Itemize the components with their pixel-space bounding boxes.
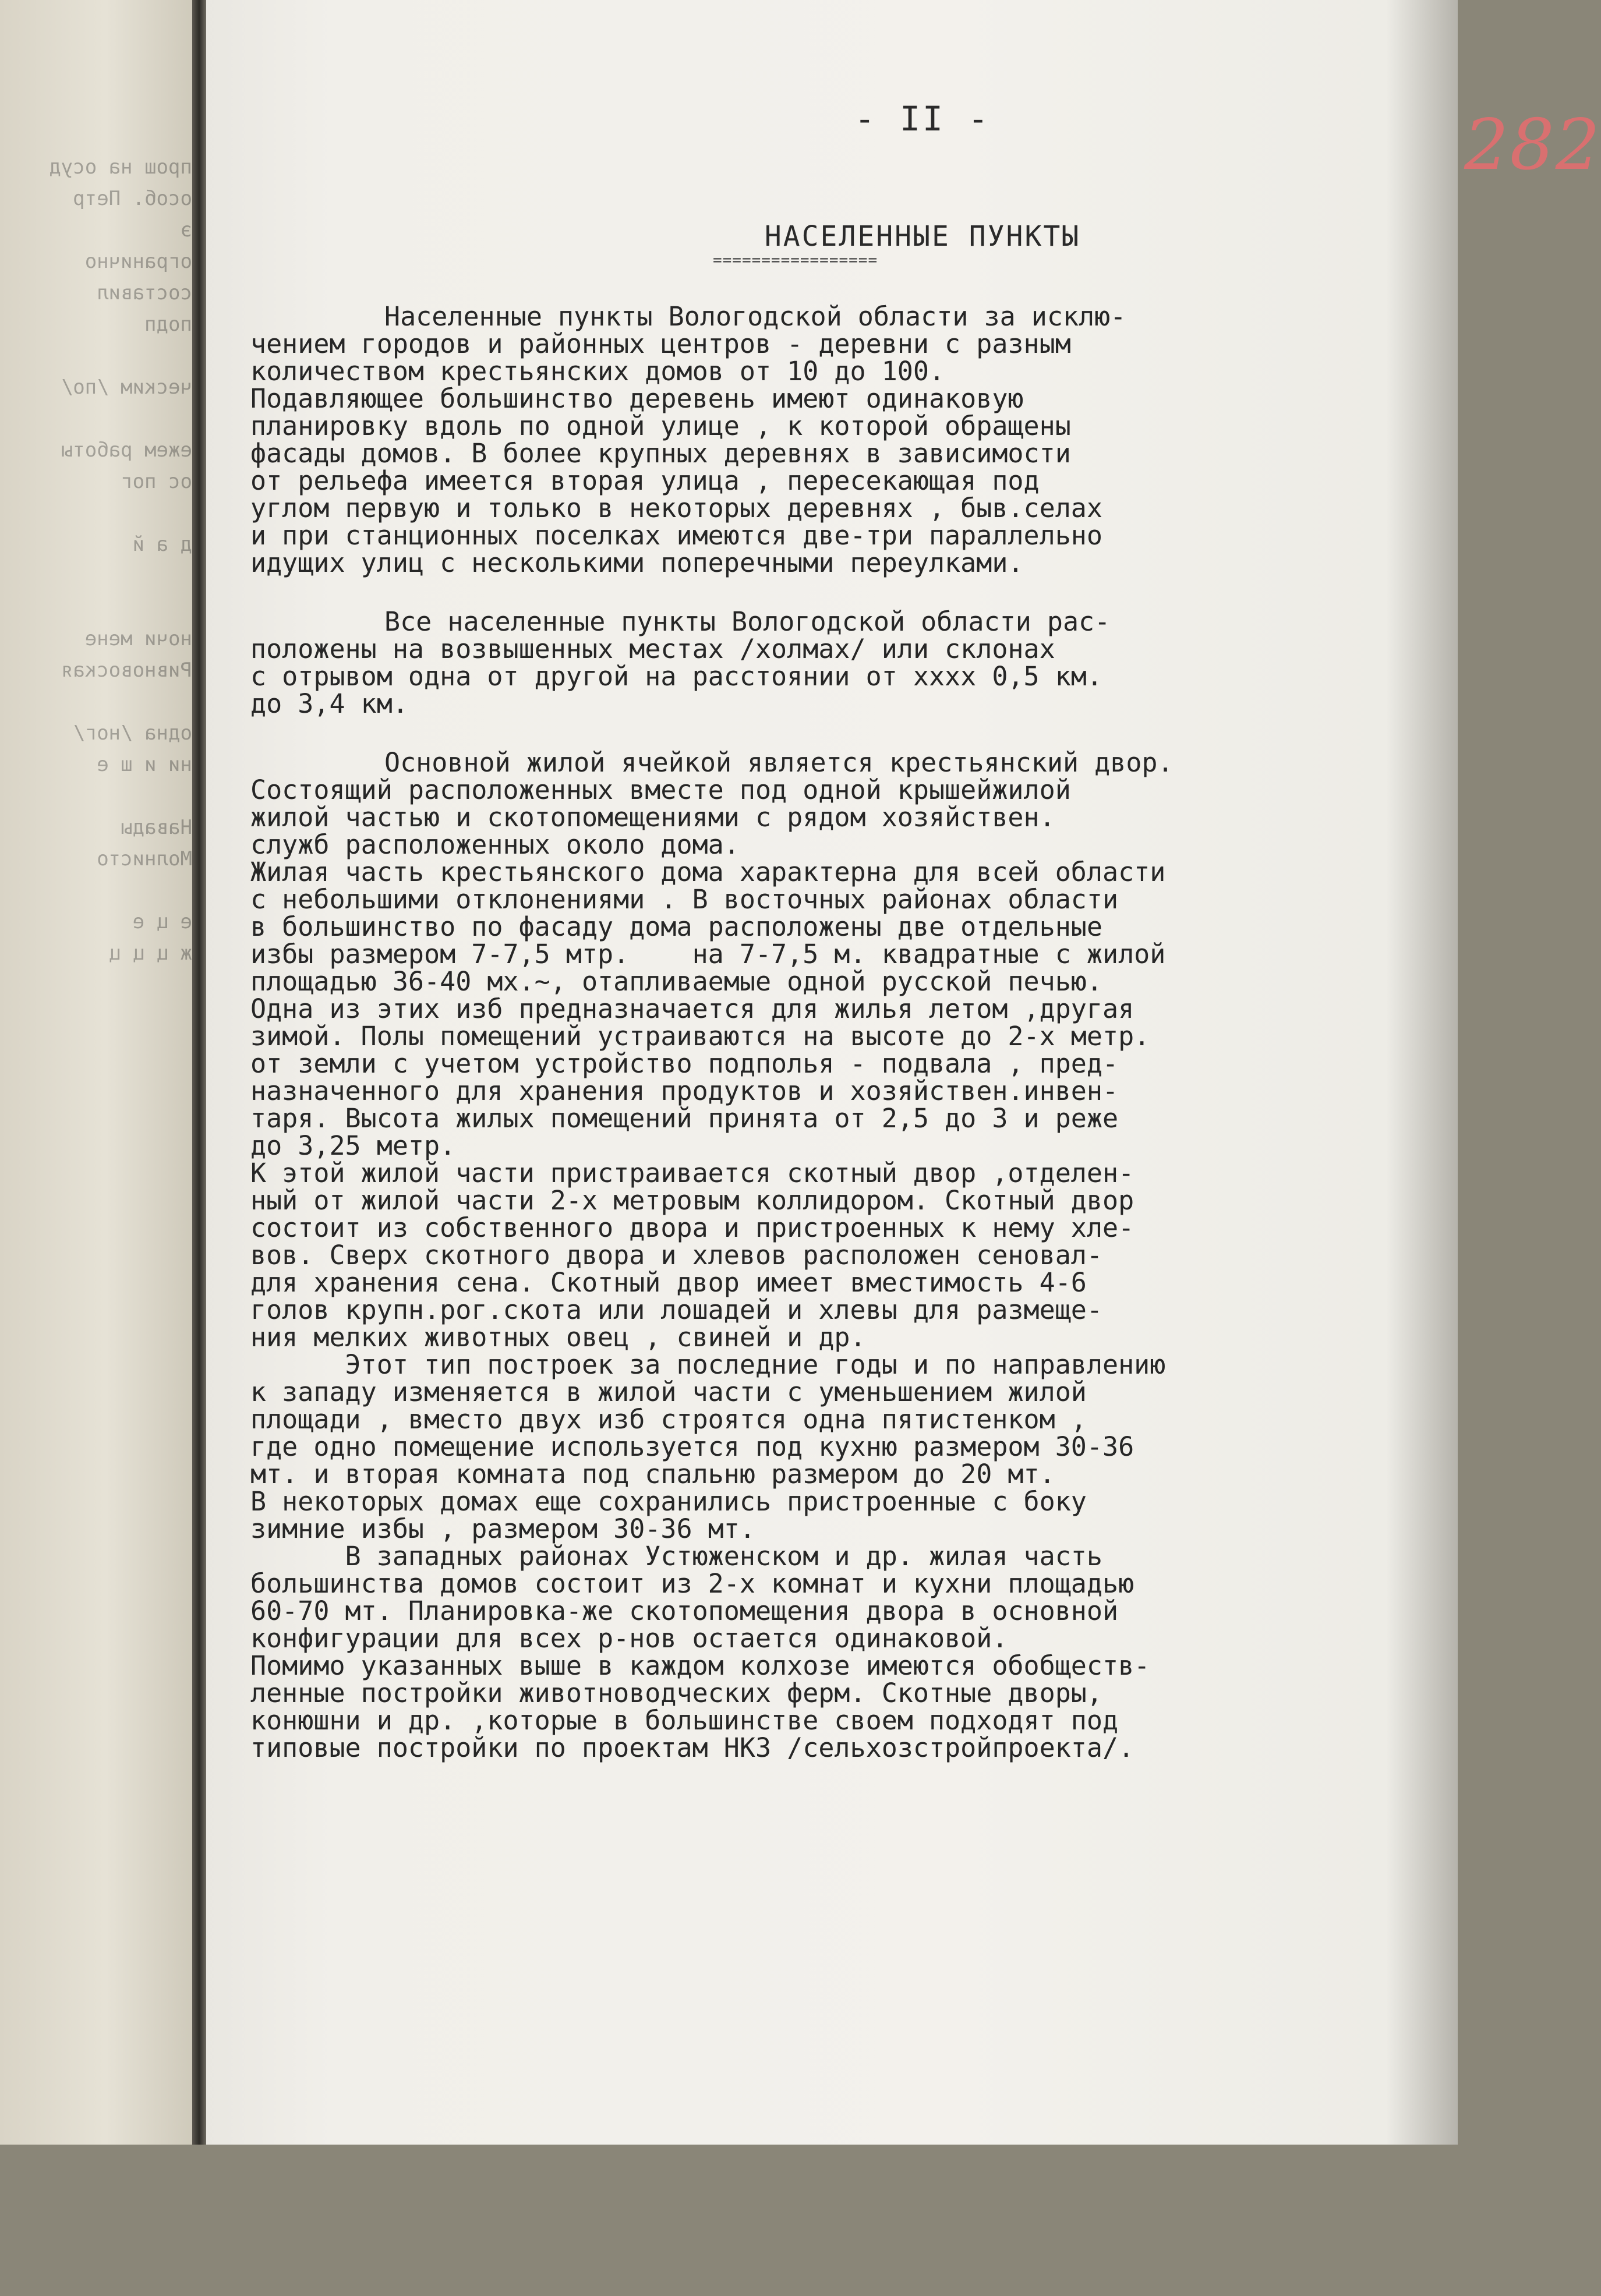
bleed-line: ни и ш е: [97, 753, 192, 776]
text-line: В западных районах Устюженском и др. жилая часть: [250, 1541, 1102, 1572]
typewritten-body: [250, 303, 1345, 1761]
text-line: мт. и вторая комната под спальню размером до 20 мт.: [250, 1459, 1055, 1490]
bleed-line: [0, 780, 192, 812]
bleed-line: Ривновоская: [61, 659, 192, 682]
bleed-line: ежем работы: [61, 438, 192, 462]
bleed-line: ж ц ц ц: [108, 942, 192, 965]
text-line: площади , вместо двух изб строятся одна пятистенком ,: [250, 1404, 1087, 1435]
bleed-line: подп: [144, 313, 192, 336]
text-line: 60-70 мт. Планировка-же скотопомещения двора в основной: [250, 1595, 1119, 1626]
text-line: ния мелких животных овец , свиней и др.: [250, 1322, 866, 1353]
text-line: К этой жилой части пристраивается скотный двор ,отделен-: [250, 1158, 1135, 1188]
text-line: до 3,25 метр.: [250, 1130, 456, 1161]
bleed-line: Молнисто: [97, 847, 192, 871]
bleed-line: одна /ног/: [73, 721, 192, 745]
paragraph-household: [250, 749, 1345, 1543]
text-line: фасады домов. В более крупных деревнях в зависимости: [250, 438, 1071, 469]
text-line: к западу изменяется в жилой части с уменьшением жилой: [250, 1377, 1087, 1407]
text-line: углом первую и только в некоторых деревнях , быв.селах: [250, 493, 1102, 523]
text-line: ленные постройки животноводческих ферм. Скотные дворы,: [250, 1678, 1102, 1708]
text-line: назначенного для хранения продуктов и хозяйствен.инвен-: [250, 1076, 1119, 1106]
bleed-line: особ. Петр: [73, 187, 192, 210]
text-line: Этот тип построек за последние годы и по направлению: [250, 1349, 1166, 1380]
text-line: Все населенные пункты Вологодской области рас-: [384, 606, 1111, 637]
text-line: большинства домов состоит из 2-х комнат и кухни площадью: [250, 1568, 1135, 1599]
text-line: зимой. Полы помещений устраиваются на высоте до 2-х метр.: [250, 1021, 1150, 1052]
paragraph-western-districts: [250, 1543, 1345, 1761]
bleed-line: [0, 403, 192, 434]
text-line: ный от жилой части 2-х метровым коллидором. Скотный двор: [250, 1185, 1135, 1216]
text-line: В некоторых домах еще сохранились пристроенные с боку: [250, 1486, 1087, 1517]
bleed-line: ческим /по/: [61, 376, 192, 399]
page-title: НАСЕЛЕННЫЕ ПУНКТЫ: [764, 220, 1081, 253]
text-line: вов. Сверх скотного двора и хлевов расположен сеновал-: [250, 1240, 1102, 1271]
bleed-line: ночи мене: [84, 627, 192, 650]
text-line: идущих улиц с несколькими поперечными переулками.: [250, 547, 1024, 578]
text-line: Основной жилой ячейкой является крестьянский двор.: [384, 747, 1174, 778]
text-line: где одно помещение используется под кухню размером 30-36: [250, 1431, 1135, 1462]
bleed-line: составил: [97, 281, 192, 305]
text-line: Подавляющее большинство деревень имеют одинаковую: [250, 383, 1024, 414]
page-edge-shadow: [1386, 0, 1458, 2145]
archive-sheet-number: 282: [1464, 105, 1601, 186]
text-line: конфигурации для всех р-нов остается одинаковой.: [250, 1623, 1008, 1654]
text-line: состоит из собственного двора и пристроенных к нему хле-: [250, 1212, 1135, 1243]
text-line: Одна из этих изб предназначается для жилья летом ,другая: [250, 993, 1135, 1024]
text-line: Состоящий расположенных вместе под одной крышейжилой: [250, 774, 1071, 805]
text-line: конюшни и др. ,которые в большинстве своем подходят под: [250, 1705, 1119, 1736]
text-line: и при станционных поселках имеются две-три параллельно: [250, 520, 1102, 551]
book-spine: [192, 0, 206, 2145]
text-line: голов крупн.рог.скота или лошадей и хлевы для размеще-: [250, 1294, 1102, 1325]
text-line: от земли с учетом устройство подполья - подвала , пред-: [250, 1048, 1119, 1079]
text-line: до 3,4 км.: [250, 688, 408, 719]
text-line: от рельефа имеется вторая улица , пересекающая под: [250, 465, 1040, 496]
text-line: для хранения сена. Скотный двор имеет вместимость 4-6: [250, 1267, 1087, 1298]
text-line: Жилая часть крестьянского дома характерна для всей области: [250, 857, 1166, 887]
bleed-line: ос пог: [121, 470, 192, 493]
page-number: - II -: [854, 99, 991, 139]
bleed-line: прош на осуд: [49, 155, 192, 179]
bleed-through-text: [0, 0, 192, 2296]
text-line: площадью 36-40 мх.~, отапливаемые одной русской печью.: [250, 966, 1102, 997]
bleed-line: Навады: [121, 816, 192, 839]
text-line: с небольшими отклонениями . В восточных районах области: [250, 884, 1119, 915]
text-line: положены на возвышенных местах /холмах/ или склонах: [250, 634, 1055, 664]
text-line: типовые постройки по проектам НКЗ /сельхозстройпроекта/.: [250, 1732, 1135, 1763]
bleed-line: [0, 560, 192, 592]
text-line: зимние избы , размером 30-36 мт.: [250, 1513, 755, 1544]
bleed-line: [0, 875, 192, 906]
bleed-line: огранично: [84, 250, 192, 273]
text-line: с отрывом одна от другой на расстоянии от хххх 0,5 км.: [250, 661, 1102, 692]
paragraph-settlements: [250, 303, 1345, 576]
bleed-line: [0, 340, 192, 372]
bleed-line: [0, 592, 192, 623]
text-line: служб расположенных около дома.: [250, 829, 740, 860]
text-line: количеством крестьянских домов от 10 до 100.: [250, 356, 945, 387]
previous-page: [0, 0, 192, 2145]
bleed-line: е ц е: [132, 910, 192, 933]
title-underline: =================: [713, 252, 878, 269]
bleed-line: [0, 497, 192, 529]
text-line: Населенные пункты Вологодской области за исклю-: [384, 301, 1126, 332]
bleed-line: [0, 686, 192, 717]
text-line: жилой частью и скотопомещениями с рядом хозяйствен.: [250, 802, 1055, 833]
paragraph-location: [250, 608, 1345, 717]
text-line: избы размером 7-7,5 мтр. на 7-7,5 м. квадратные с жилой: [250, 939, 1166, 970]
bleed-line: д а й: [132, 533, 192, 556]
text-line: планировку вдоль по одной улице , к которой обращены: [250, 411, 1071, 441]
bleed-line: э: [180, 218, 192, 242]
text-line: Помимо указанных выше в каждом колхозе имеются обобществ-: [250, 1650, 1150, 1681]
text-line: в большинство по фасаду дома расположены две отдельные: [250, 911, 1102, 942]
text-line: таря. Высота жилых помещений принята от 2,5 до 3 и реже: [250, 1103, 1119, 1134]
text-line: чением городов и районных центров - деревни с разным: [250, 328, 1071, 359]
